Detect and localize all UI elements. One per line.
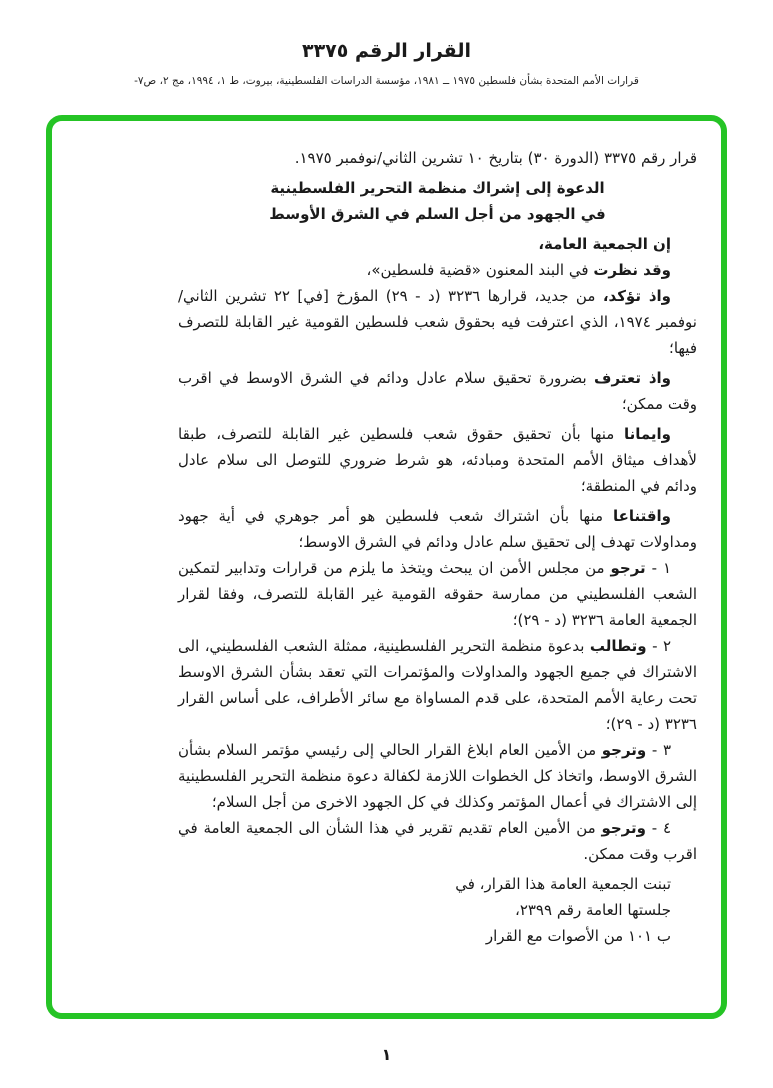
document-body (52, 121, 721, 949)
paragraph (178, 503, 697, 555)
para-lead: وايمانا (623, 425, 671, 443)
para-lead: ترجو (610, 559, 646, 577)
closing-note (178, 871, 697, 949)
paragraph (178, 633, 697, 737)
para-number: ٤ - (645, 819, 671, 837)
paragraph (178, 555, 697, 633)
resolution-title-line1: الدعوة إلى إشراك منظمة التحرير الفلسطينية (270, 179, 605, 197)
para-lead: وترجو (601, 819, 646, 837)
para-lead: وتطالب (589, 637, 647, 655)
page-footer (0, 1045, 773, 1064)
paragraph (178, 257, 697, 283)
para-text: منها بأن تحقيق حقوق شعب فلسطين غير القابلة للتصرف، طبقا لأهداف ميثاق الأمم المتحدة ومبادئه، هو شرط ضروري للتوصل الى سلام عادل ودائم في المنطقة؛ (178, 425, 697, 495)
para-number: ٢ - (646, 637, 671, 655)
para-lead: واقتناعا (612, 507, 671, 525)
para-number: ١ - (645, 559, 672, 577)
page-header (0, 0, 773, 87)
paragraph (178, 815, 697, 867)
para-text: من مجلس الأمن ان يبحث ويتخذ ما يلزم من قرارات وتدابير لتمكين الشعب الفلسطيني من ممارسة حقوقه القومية غير القابلة للتصرف، وفقا لقرار الجمعية العامة ٣٢٣٦ (د - ٢٩)؛ (178, 559, 697, 629)
para-text: في البند المعنون «قضية فلسطين»، (366, 261, 594, 279)
resolution-intro: قرار رقم ٣٣٧٥ (الدورة ٣٠) بتاريخ ١٠ تشرين الثاني/نوفمبر ١٩٧٥. (294, 149, 697, 167)
para-number: ٣ - (646, 741, 672, 759)
para-lead: إن الجمعية العامة، (538, 235, 671, 253)
para-lead: وترجو (601, 741, 647, 759)
page-number: ١ (381, 1045, 392, 1064)
para-text: منها بأن اشتراك شعب فلسطين هو أمر جوهري في أية جهود ومداولات تهدف إلى تحقيق سلم عادل ودائم في الشرق الاوسط؛ (178, 507, 697, 551)
resolution-title-line2: في الجهود من أجل السلم في الشرق الأوسط (269, 205, 606, 223)
page-title: القرار الرقم ٣٣٧٥ (301, 40, 472, 62)
closing-line: ب ١٠١ من الأصوات مع القرار (485, 927, 671, 945)
para-text: من الأمين العام ابلاغ القرار الحالي إلى رئيسي مؤتمر السلام بشأن الشرق الاوسط، واتخاذ كل الخطوات اللازمة لكفالة دعوة منظمة التحرير الفلسطينية إلى الاشتراك في أعمال المؤتمر وكذلك في كل الجهود الاخرى من أجل السلام؛ (178, 741, 697, 811)
para-text: من الأمين العام تقديم تقرير في هذا الشأن الى الجمعية العامة في اقرب وقت ممكن. (178, 819, 697, 863)
para-lead: واذ تؤكد، (602, 287, 672, 305)
paragraph (178, 737, 697, 815)
paragraph (178, 421, 697, 499)
closing-line: تبنت الجمعية العامة هذا القرار، في (455, 875, 671, 893)
paragraph (178, 231, 697, 257)
paragraph (178, 283, 697, 361)
para-lead: وقد نظرت (593, 261, 671, 279)
closing-line: جلستها العامة رقم ٢٣٩٩، (514, 901, 671, 919)
para-text: من جديد، قرارها ٣٢٣٦ (د - ٢٩) المؤرخ [في] ٢٢ تشرين الثاني/نوفمبر ١٩٧٤، الذي اعترفت فيه بحقوق شعب فلسطين القومية غير القابلة للتصرف فيها؛ (178, 287, 697, 357)
document-border (46, 115, 727, 1019)
para-text: بدعوة منظمة التحرير الفلسطينية، ممثلة الشعب الفلسطيني، الى الاشتراك في جميع الجهود والمداولات والمؤتمرات التي تعقد بشأن الشرق الاوسط تحت رعاية الأمم المتحدة، على قدم المساواة مع سائر الأطراف، على أساس القرار ٣٢٣٦ (د - ٢٩)؛ (178, 637, 697, 733)
paragraph (178, 365, 697, 417)
para-text: بضرورة تحقيق سلام عادل ودائم في الشرق الاوسط في اقرب وقت ممكن؛ (178, 369, 697, 413)
citation: قرارات الأمم المتحدة بشأن فلسطين ١٩٧٥ ــ ١٩٨١، مؤسسة الدراسات الفلسطينية، بيروت، ط ١، ١٩٩٤، مج ٢، ص٧- (134, 75, 639, 87)
para-lead: واذ تعترف (594, 369, 671, 387)
